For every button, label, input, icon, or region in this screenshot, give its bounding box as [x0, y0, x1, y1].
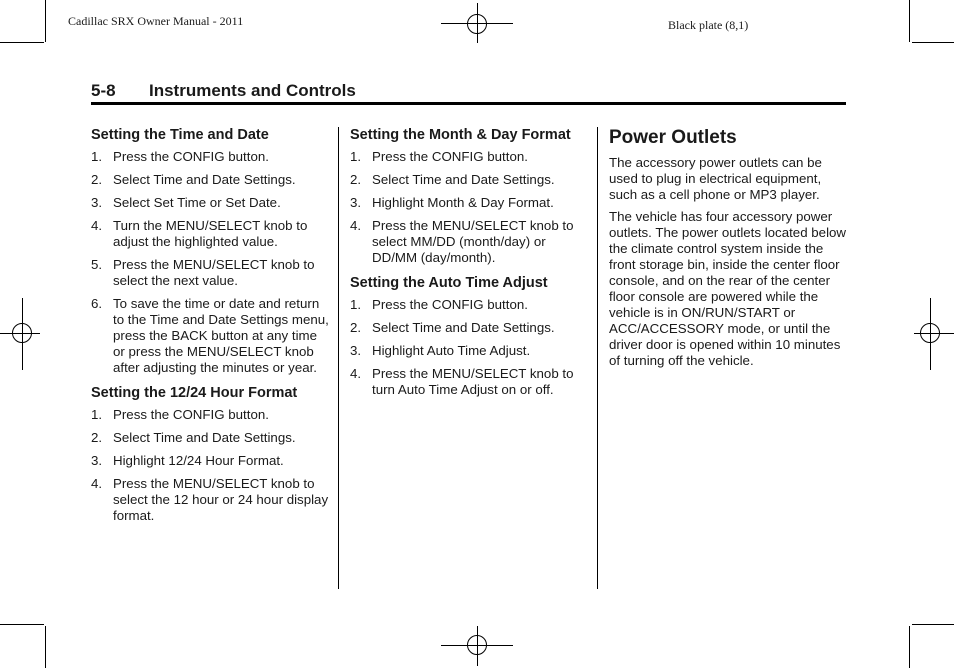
list-item — [91, 407, 331, 423]
crop-mark — [909, 0, 910, 42]
numbered-list — [350, 149, 586, 266]
section-heading: Setting the 12/24 Hour Format — [91, 385, 298, 401]
list-item — [91, 476, 331, 524]
list-number: 4. — [91, 476, 103, 491]
list-number: 3. — [350, 195, 362, 210]
power-outlets-heading: Power Outlets — [609, 127, 737, 148]
paragraph: The vehicle has four accessory power outlets. The power outlets located below the climate control system inside the front storage bin, inside the center floor console, and on the rear of the center floor console are powered while the vehicle is in ON/RUN/START or ACC/ACCESSORY mode, or until the driver door is opened within 10 minutes of turning off the vehicle. — [609, 209, 847, 368]
list-number: 4. — [350, 218, 362, 233]
list-text: Press the CONFIG button. — [372, 297, 528, 312]
crop-mark — [0, 42, 44, 43]
list-number: 4. — [350, 366, 362, 381]
section-12-24-format — [91, 384, 331, 524]
list-text: Highlight 12/24 Hour Format. — [113, 453, 284, 468]
plate-info-right: Black plate (8,1) — [668, 18, 749, 32]
list-text: Select Set Time or Set Date. — [113, 195, 281, 210]
list-text: Press the CONFIG button. — [113, 407, 269, 422]
list-text: Select Time and Date Settings. — [372, 320, 555, 335]
list-item — [91, 218, 331, 250]
list-item — [91, 149, 331, 165]
list-number: 1. — [91, 149, 103, 164]
list-number: 5. — [91, 257, 103, 272]
list-text: Turn the MENU/SELECT knob to adjust the highlighted value. — [113, 218, 308, 249]
list-text: Press the MENU/SELECT knob to select the 12 hour or 24 hour display format. — [113, 476, 329, 523]
list-text: Press the MENU/SELECT knob to select the next value. — [113, 257, 315, 288]
list-text: Press the CONFIG button. — [372, 149, 528, 164]
header-rule — [91, 102, 846, 105]
list-item — [91, 430, 331, 446]
list-item — [350, 149, 586, 165]
list-number: 3. — [350, 343, 362, 358]
list-text: Highlight Auto Time Adjust. — [372, 343, 531, 358]
section-heading: Setting the Auto Time Adjust — [350, 275, 548, 291]
list-item — [350, 218, 586, 266]
column-divider — [338, 127, 339, 589]
plate-info-left: Cadillac SRX Owner Manual - 2011 — [68, 14, 244, 28]
crop-mark — [45, 626, 46, 668]
list-item — [350, 343, 586, 359]
crop-mark — [909, 626, 910, 668]
section-heading: Setting the Month & Day Format — [350, 127, 571, 143]
list-number: 2. — [91, 430, 103, 445]
crop-mark — [0, 624, 44, 625]
crop-mark — [45, 0, 46, 42]
column-1 — [91, 126, 331, 532]
list-text: Select Time and Date Settings. — [372, 172, 555, 187]
list-item — [91, 257, 331, 289]
list-text: Press the CONFIG button. — [113, 149, 269, 164]
list-item — [91, 296, 331, 376]
numbered-list — [91, 407, 331, 524]
page-number: 5-8 — [91, 81, 116, 100]
section-auto-time-adjust — [350, 274, 586, 398]
list-item — [91, 195, 331, 211]
list-item — [350, 195, 586, 211]
list-item — [350, 172, 586, 188]
crop-mark — [912, 42, 954, 43]
column-2 — [350, 126, 586, 406]
numbered-list — [350, 297, 586, 398]
section-heading: Setting the Time and Date — [91, 127, 269, 143]
list-number: 1. — [350, 297, 362, 312]
list-number: 2. — [350, 320, 362, 335]
crop-mark — [912, 624, 954, 625]
list-text: Press the MENU/SELECT knob to select MM/DD (month/day) or DD/MM (day/month). — [372, 218, 574, 265]
list-item — [350, 297, 586, 313]
paragraph: The accessory power outlets can be used to plug in electrical equipment, such as a cell phone or MP3 player. — [609, 155, 822, 202]
column-3 — [609, 126, 849, 375]
list-text: Select Time and Date Settings. — [113, 172, 296, 187]
list-text: Press the MENU/SELECT knob to turn Auto Time Adjust on or off. — [372, 366, 574, 397]
list-item — [350, 366, 586, 398]
numbered-list — [91, 149, 331, 376]
list-number: 1. — [350, 149, 362, 164]
column-divider — [597, 127, 598, 589]
list-text: Highlight Month & Day Format. — [372, 195, 554, 210]
list-item — [91, 453, 331, 469]
list-text: To save the time or date and return to the Time and Date Settings menu, press the BACK button at any time or press the MENU/SELECT knob after adjusting the minutes or year. — [113, 296, 329, 375]
list-number: 6. — [91, 296, 103, 311]
list-number: 1. — [91, 407, 103, 422]
list-item — [350, 320, 586, 336]
list-number: 3. — [91, 195, 103, 210]
section-time-date — [91, 126, 331, 376]
list-number: 3. — [91, 453, 103, 468]
list-text: Select Time and Date Settings. — [113, 430, 296, 445]
list-number: 2. — [91, 172, 103, 187]
list-number: 2. — [350, 172, 362, 187]
list-item — [91, 172, 331, 188]
section-month-day-format — [350, 126, 586, 266]
list-number: 4. — [91, 218, 103, 233]
section-title: Instruments and Controls — [149, 81, 356, 100]
